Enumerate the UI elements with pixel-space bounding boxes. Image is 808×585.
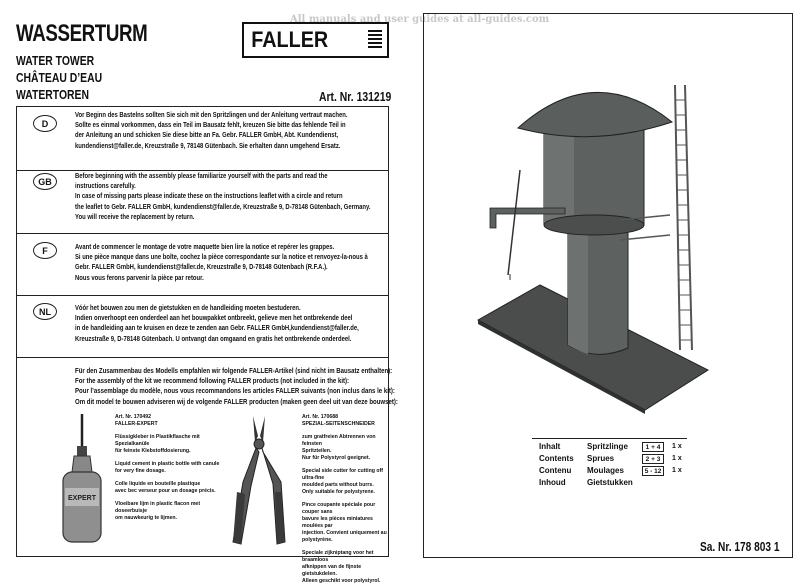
table-cell: Spritzlinge bbox=[587, 442, 628, 452]
contents-table bbox=[539, 441, 682, 489]
table-cell: Moulages bbox=[587, 466, 624, 476]
table-row bbox=[539, 453, 682, 465]
water-tower-image bbox=[470, 70, 720, 415]
desc-line: Special side cutter for cutting off ultra-fine bbox=[302, 468, 383, 481]
side-cutter-image bbox=[225, 412, 295, 552]
desc-line: bavure les pièces miniatures moulées par bbox=[302, 516, 373, 529]
table-cell: Inhoud bbox=[539, 478, 566, 488]
table-cell: Contents bbox=[539, 454, 574, 464]
lang-badge-nl: NL bbox=[33, 303, 57, 320]
paragraph-nl bbox=[75, 303, 385, 344]
desc-line: injection. Convient uniquement au polystyrène. bbox=[302, 530, 387, 543]
product-name: SPEZIAL-SEITENSCHNEIDER bbox=[302, 421, 375, 427]
text-line: Für den Zusammenbau des Modells empfahlen wir folgende FALLER-Artikel (sind nicht im Bausatz enthalten): bbox=[75, 366, 393, 375]
article-number: Art. Nr. 131219 bbox=[319, 89, 392, 104]
paragraph-gb bbox=[75, 171, 385, 222]
product-cutter-text bbox=[302, 414, 387, 585]
text-line: Avant de commencer le montage de votre maquette bien lire la notice et repérer les grappes. bbox=[75, 242, 335, 251]
table-row bbox=[539, 441, 682, 453]
desc-line: Colle liquide en bouteille plastique bbox=[115, 481, 201, 487]
title-en: WATER TOWER bbox=[16, 53, 95, 68]
table-cell: Gietstukken bbox=[587, 478, 633, 488]
quantity: 1 x bbox=[672, 455, 682, 463]
title-fr: CHÂTEAU D’EAU bbox=[16, 70, 103, 85]
range-box: 5 - 12 bbox=[642, 466, 664, 476]
glue-bottle-image bbox=[52, 410, 112, 550]
text-line: der Anleitung an und schicken Sie diese bitte an Fa. Gebr. FALLER GmbH, Abt. Kundendienst, bbox=[75, 130, 339, 140]
lang-badge-gb: GB bbox=[33, 173, 57, 190]
product-name: FALLER-EXPERT bbox=[115, 421, 158, 427]
desc-line: Spritzteilen. bbox=[302, 448, 332, 454]
text-line: in de handleiding aan te kruisen en deze te zenden aan Gebr. FALLER GmbH,kundendienst@faller.de, bbox=[75, 323, 359, 333]
desc-line: zum gratfreien Abtrennen von feinsten bbox=[302, 434, 376, 447]
desc-line: Liquid cement in plastic bottle with canule bbox=[115, 461, 220, 467]
table-row bbox=[539, 477, 682, 489]
text-line: Gebr. FALLER GmbH, kundendienst@faller.de, Kreuzstraße 9, D-78148 Gütenbach (R.F.A.). bbox=[75, 262, 328, 272]
accessories-intro bbox=[75, 366, 398, 407]
range-box: 1 + 4 bbox=[642, 442, 664, 452]
text-line: Vóór het bouwen zou men de gietstukken en de handleiding moeten bestuderen. bbox=[75, 303, 301, 312]
desc-line: om nauwkeurig te lijmen. bbox=[115, 515, 177, 521]
desc-line: Speciale zijkniptang voor het braamloos bbox=[302, 550, 374, 563]
desc-line: für feinste Klebstoffdosierung. bbox=[115, 448, 191, 454]
divider bbox=[17, 233, 388, 234]
sa-number: Sa. Nr. 178 803 1 bbox=[700, 539, 780, 554]
text-line: Si une pièce manque dans une boîte, cochez la pièce correspondante sur la notice et renvoyez-la-nous à bbox=[75, 252, 368, 262]
text-line: Om dit model te bouwen adviseren wij de volgende FALLER producten (maken geen deel uit van deze bouwset): bbox=[75, 396, 398, 406]
text-line: In case of missing parts please indicate these on the instructions leaflet with a circle and return bbox=[75, 191, 343, 201]
text-line: For the assembly of the kit we recommend following FALLER products (not included in the kit): bbox=[75, 376, 350, 386]
lang-badge-de: D bbox=[33, 115, 57, 132]
desc-line: Nur für Polystyrol geeignet. bbox=[302, 455, 371, 461]
desc-line: for very fine dosage. bbox=[115, 468, 166, 474]
product-art-nr: Art. Nr. 170492 bbox=[115, 414, 152, 420]
desc-line: afknippen van de fijnste gietstukdelen. bbox=[302, 564, 362, 577]
text-line: Pour l’assemblage du modèle, nous vous recommandons les articles FALLER suivants (non inclus dans le kit): bbox=[75, 386, 395, 396]
table-cell: Contenu bbox=[539, 466, 572, 476]
text-line: instructions carefully. bbox=[75, 181, 136, 191]
title-nl: WATERTOREN bbox=[16, 87, 89, 102]
lang-badge-f: F bbox=[33, 242, 57, 259]
bottle-label: EXPERT bbox=[67, 495, 97, 502]
desc-line: Alleen geschikt voor polystyrol. bbox=[302, 578, 381, 584]
text-line: Sollte es einmal vorkommen, dass ein Teil im Bausatz fehlt, kreuzen Sie bitte das fehlende Teil in bbox=[75, 120, 346, 130]
text-line: Indien onverhoopt een onderdeel aan het bouwpakket ontbreekt, gelieve men het ontbrekende deel bbox=[75, 313, 353, 323]
desc-line: Vloeibare lijm in plastic flacon met doseerbuisje bbox=[115, 501, 201, 514]
logo-lines-icon bbox=[368, 30, 382, 52]
paragraph-de bbox=[75, 110, 385, 151]
text-line: Nous vous ferons parvenir la pièce par retour. bbox=[75, 272, 204, 282]
text-line: Kreuzstraße 9, D-78148 Gütenbach. U ontvangt dan omgaand en gratis het ontbrekende onderdeel. bbox=[75, 333, 352, 343]
product-art-nr: Art. Nr. 170688 bbox=[302, 414, 339, 420]
text-line: Before beginning with the assembly please familiarize yourself with the parts and read the bbox=[75, 171, 328, 180]
title-de: WASSERTURM bbox=[16, 20, 148, 47]
range-box: 2 + 3 bbox=[642, 454, 664, 464]
divider bbox=[17, 295, 388, 296]
watermark-text: All manuals and user guides at all-guides.com bbox=[290, 14, 550, 25]
brand-name: FALLER bbox=[251, 27, 329, 52]
table-cell: Sprues bbox=[587, 454, 615, 464]
table-row bbox=[539, 465, 682, 477]
divider bbox=[17, 357, 388, 358]
paragraph-f bbox=[75, 242, 385, 283]
desc-line: avec bec verseur pour un dosage précis. bbox=[115, 488, 216, 494]
desc-line: moulded parts without burrs. bbox=[302, 482, 374, 488]
text-line: Vor Beginn des Bastelns sollten Sie sich mit den Spritzlingen und der Anleitung vertraut machen. bbox=[75, 110, 348, 119]
text-line: the leaflet to Gebr. FALLER GmbH, kundendienst@faller.de, Kreuzstraße 9, D-78148 Gütenbach, Germany. bbox=[75, 201, 371, 211]
quantity: 1 x bbox=[672, 443, 682, 451]
text-line: You will receive the replacement by return. bbox=[75, 211, 195, 221]
table-cell: Inhalt bbox=[539, 442, 561, 452]
faller-logo bbox=[242, 22, 389, 58]
table-top-line bbox=[532, 438, 687, 439]
desc-line: Pince coupante spéciale pour couper sans bbox=[302, 502, 376, 515]
product-glue-text bbox=[115, 414, 225, 522]
text-line: kundendienst@faller.de, Kreuzstraße 9, 78148 Gütenbach. Sie erhalten dann umgehend Ersatz. bbox=[75, 140, 341, 150]
desc-line: Flüssigkleber in Plastikflasche mit Spezialkanüle bbox=[115, 434, 200, 447]
quantity: 1 x bbox=[672, 467, 682, 475]
desc-line: Only suitable for polystyrene. bbox=[302, 489, 375, 495]
